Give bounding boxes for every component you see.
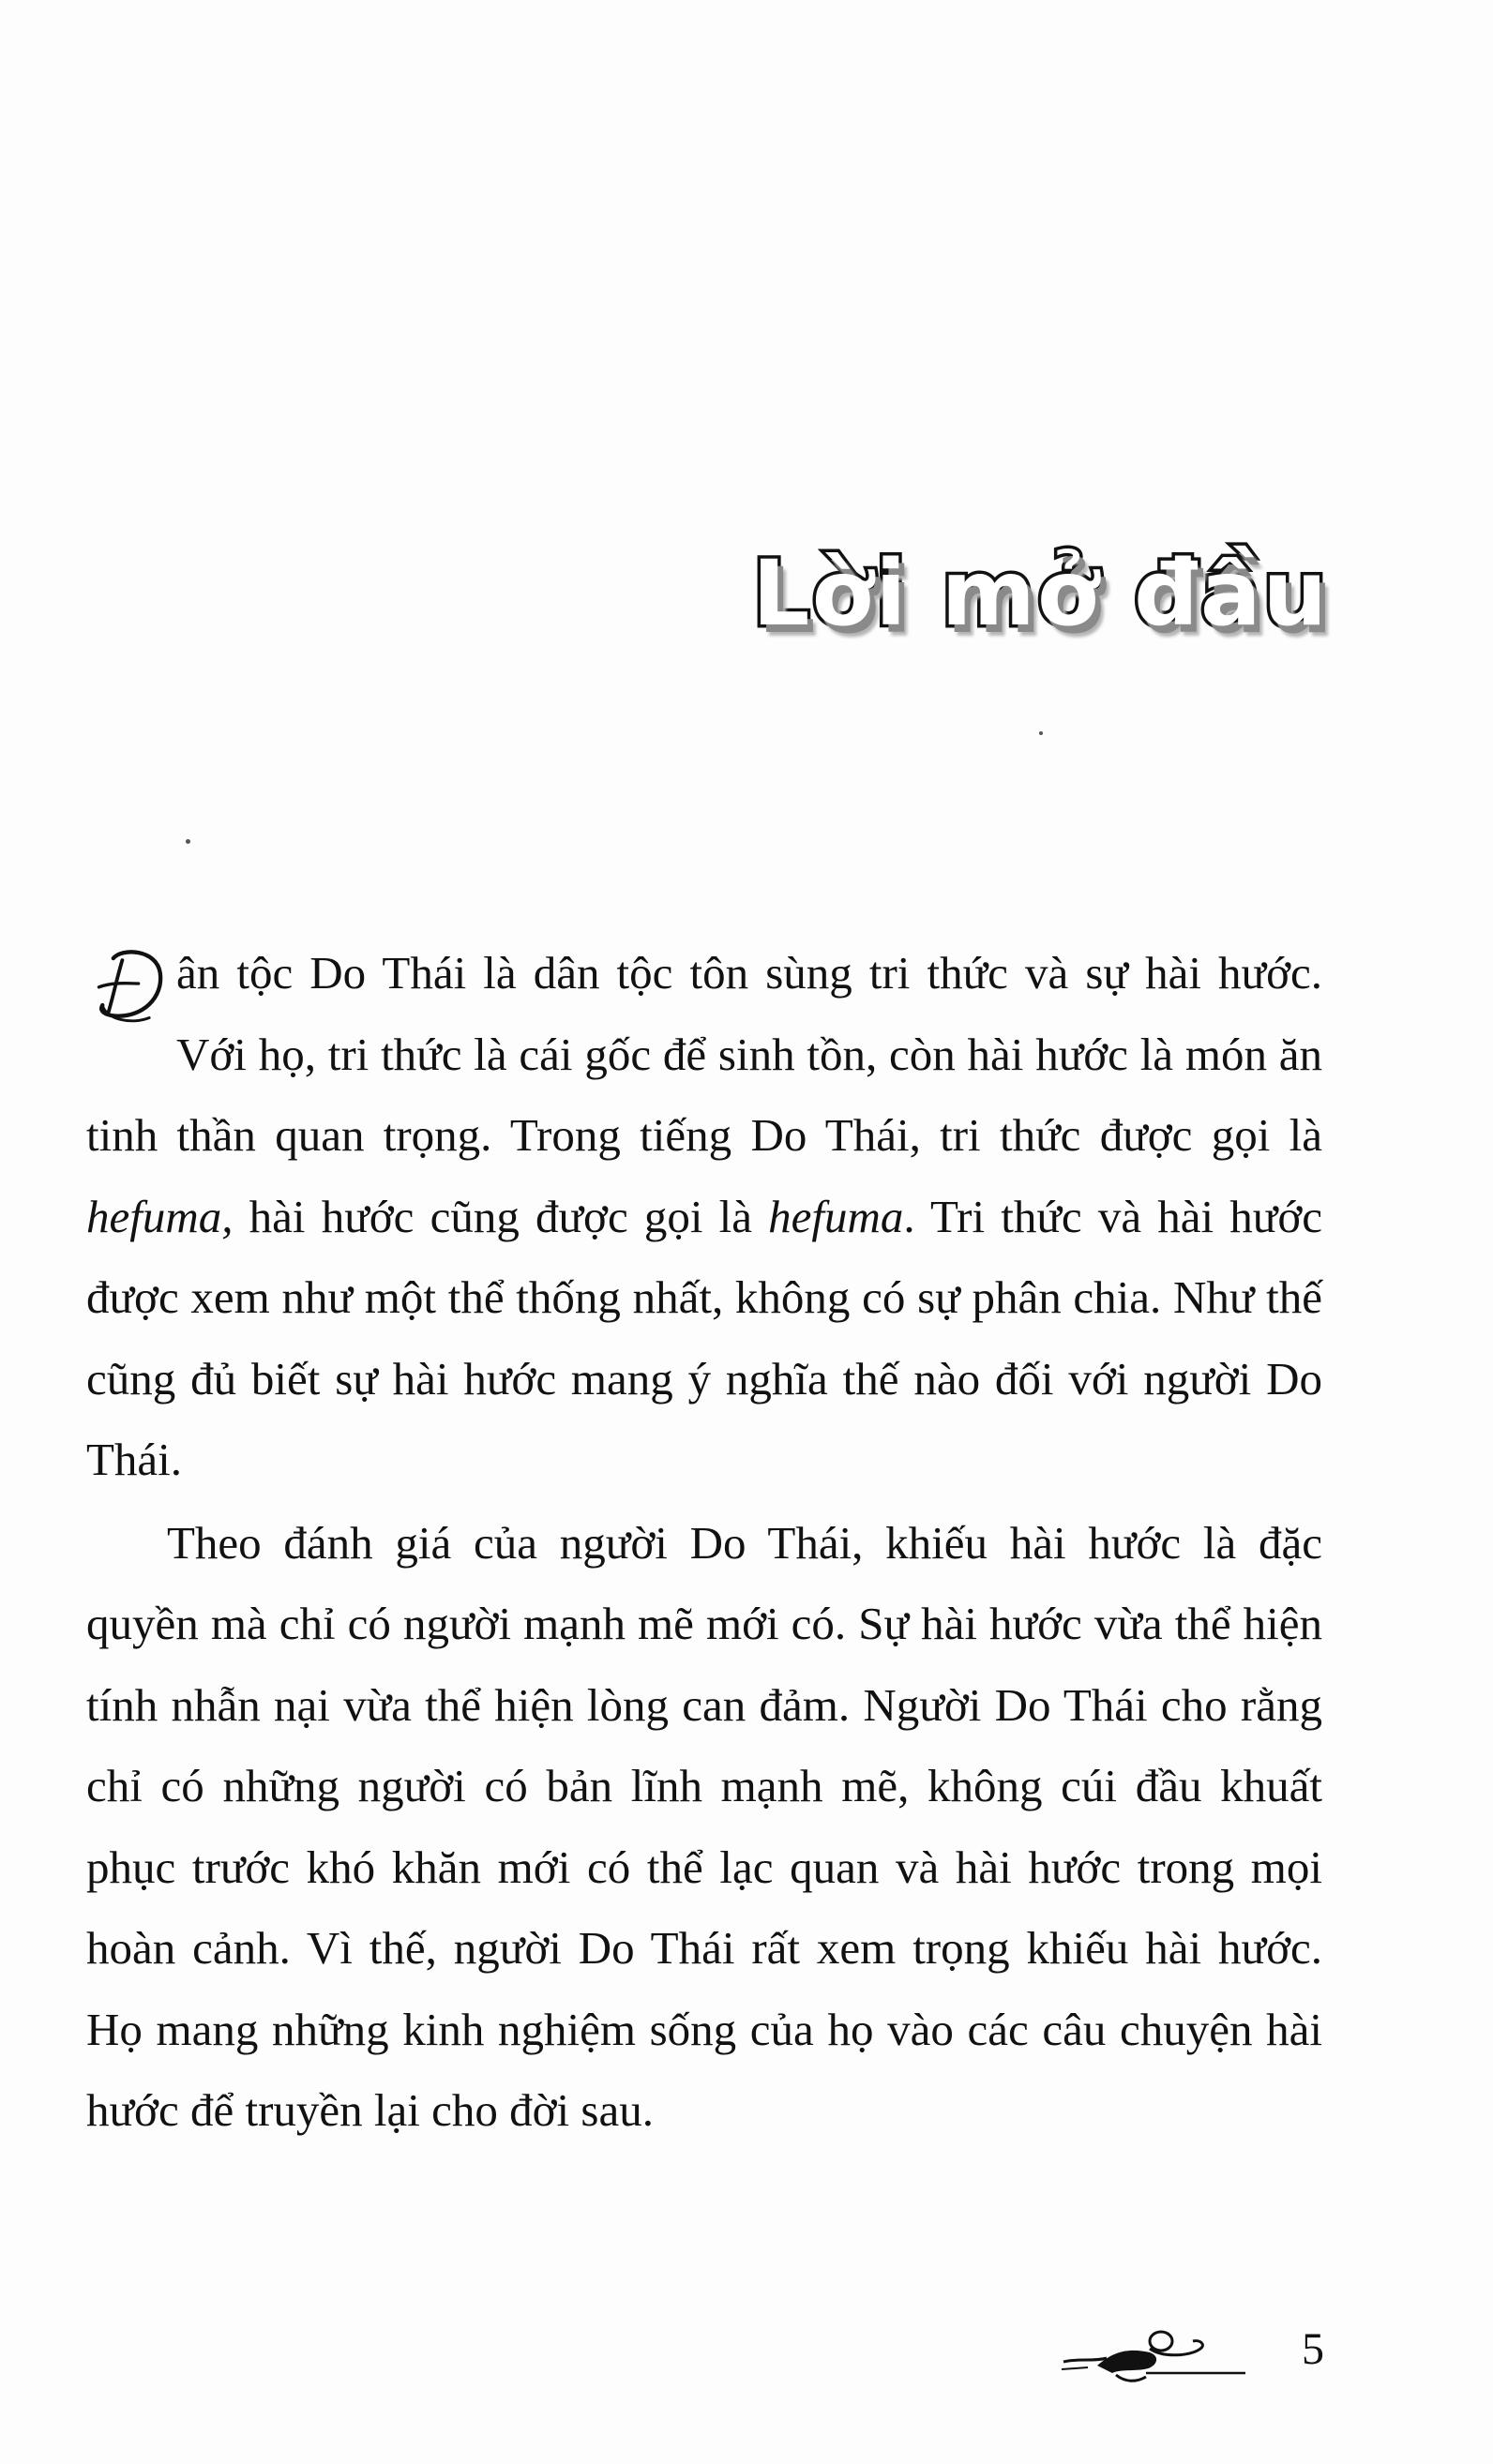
body-text xyxy=(86,933,1322,2152)
page-number: 5 xyxy=(1302,2324,1324,2374)
paragraph-1-text-c: . Tri thức và hài hước được xem như một thể thống nhất, không có sự phân chia. Như thế cũng đủ biết sự hài hước mang ý nghĩa thế nào đối với người Do Thái. xyxy=(86,1190,1322,1485)
writing-figure-icon xyxy=(1060,2321,1247,2386)
paragraph-1-text-a: ân tộc Do Thái là dân tộc tôn sùng tri thức và sự hài hước. Với họ, tri thức là cái gốc để sinh tồn, còn hài hước là món ăn tinh thần quan trọng. Trong tiếng Do Thái, tri thức được gọi là xyxy=(86,947,1322,1161)
print-speck xyxy=(186,839,190,844)
print-speck xyxy=(1039,731,1043,735)
paragraph-2: Theo đánh giá của người Do Thái, khiếu hài hước là đặc quyền mà chỉ có người mạnh mẽ mới có. Sự hài hước vừa thể hiện tính nhẫn nại vừa thể hiện lòng can đảm. Người Do Thái cho rằng chỉ có những người có bản lĩnh mạnh mẽ, không cúi đầu khuất phục trước khó khăn mới có thể lạc quan và hài hước trong mọi hoàn cảnh. Vì thế, người Do Thái rất xem trọng khiếu hài hước. Họ mang những kinh nghiệm sống của họ vào các câu chuyện hài hước để truyền lại cho đời sau. xyxy=(86,1516,1322,2136)
dropcap-d-icon xyxy=(86,939,176,1029)
term-hefuma-1: hefuma, xyxy=(86,1190,234,1242)
term-hefuma-2: hefuma xyxy=(768,1190,904,1242)
paragraph-1-text-b: hài hước cũng được gọi là xyxy=(233,1190,769,1242)
chapter-title: Lời mở đầu xyxy=(752,541,1329,646)
paragraph-1 xyxy=(86,933,1322,1501)
